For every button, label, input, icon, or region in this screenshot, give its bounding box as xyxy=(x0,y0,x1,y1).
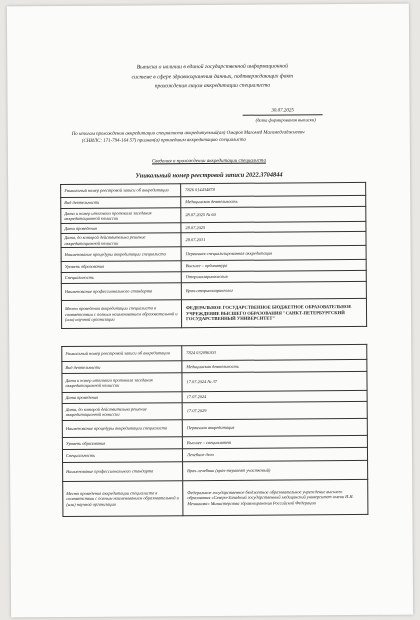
field-value: 28.07.2025 xyxy=(181,221,366,232)
field-value: Первичная специализированная аккредитация xyxy=(181,245,366,260)
field-value: Федеральное государственное бюджетное образовательное учреждение высшего образования «Северо-Западный государственный медицинский университет имени И.И. Мечникова» Министерства здравоохранения Российской Федерации xyxy=(183,479,368,515)
field-value: 17.07.2029 xyxy=(182,401,367,419)
field-label: Наименование процедуры аккредитации специалиста xyxy=(62,420,182,438)
field-label: Наименование процедуры аккредитации специалиста xyxy=(61,247,181,262)
registry-number: Уникальный номер реестровой записи 2022.3704844 xyxy=(135,171,283,180)
field-value: 7824 032096303 xyxy=(182,344,367,360)
field-value: Врач-оториноларинголог xyxy=(181,281,366,299)
table-row xyxy=(62,418,367,437)
field-value: Лечебное дело xyxy=(182,447,367,461)
field-label: Специальность xyxy=(61,272,181,284)
field-label: Дата и номер итогового протокола заседания аккредитационной комиссии xyxy=(62,373,182,393)
document-title xyxy=(67,62,357,93)
title-line-2: системе в сфере здравоохранения данных, подтверждающих факт xyxy=(131,72,294,81)
field-label: Дата и номер итогового протокола заседания аккредитационной комиссии xyxy=(61,208,181,224)
document-page xyxy=(7,4,413,618)
section-subtitle xyxy=(8,158,410,166)
field-label: Уникальный номер реестровой записи об аккредитации xyxy=(62,346,182,362)
field-value: Медицинская деятельность xyxy=(181,195,366,207)
table-row xyxy=(61,298,366,328)
table-row xyxy=(63,479,368,516)
basis-line-1: По итогам прохождения аккредитации специалиста аккредитуемый(ая) Омаров Магомед Магомедгаджиевич xyxy=(71,130,305,137)
title-line-1: Выписка о наличии в единой государственной информационной xyxy=(136,63,288,71)
table-row xyxy=(63,460,368,481)
field-label: Дата проведения xyxy=(61,223,181,234)
field-label: Дата, до которой действительна решение аккредитационной комиссии xyxy=(62,403,182,421)
basis-line-2: (СНИЛС: 171-794-164 57) признан(а) прошедшим аккредитацию специалиста xyxy=(81,137,246,144)
field-label: Вид деятельности xyxy=(62,361,182,374)
field-label: Место проведения аккредитации специалиста в соответствии с полным наименованием образовательной и (или) научной организации xyxy=(63,481,183,517)
field-value: 17.07.2024 xyxy=(182,390,367,402)
field-value: Высшее – специалитет xyxy=(182,435,367,448)
field-value: 17.07.2024 № 37 xyxy=(182,371,367,391)
issue-date-caption: (дата формирования выписки) xyxy=(255,117,316,123)
field-value: 7826 014434878 xyxy=(181,182,366,196)
table-row xyxy=(61,281,366,300)
field-label: Уровень образования xyxy=(62,437,182,450)
table-row xyxy=(62,371,367,392)
issue-date: 30.07.2025 xyxy=(243,108,323,116)
field-label: Дата, до которой действительна решение аккредитационной комиссии xyxy=(61,233,181,248)
accreditation-table-2 xyxy=(61,344,368,517)
field-value: Врач-лечебник (врач-терапевт участковый) xyxy=(183,460,368,480)
field-value: 28.07.2031 xyxy=(181,231,366,246)
field-label: Наименование профессионального стандарта xyxy=(61,283,181,301)
field-value: ФЕДЕРАЛЬНОЕ ГОСУДАРСТВЕННОЕ БЮДЖЕТНОЕ ОБРАЗОВАТЕЛЬНОЕ УЧРЕЖДЕНИЕ ВЫСШЕГО ОБРАЗОВАНИЯ "САНКТ-ПЕТЕРБУРГСКИЙ ГОСУДАРСТВЕННЫЙ УНИВЕРСИТЕТ" xyxy=(181,298,366,327)
field-label: Вид деятельности xyxy=(61,197,181,209)
field-value: Высшее – ординатура xyxy=(181,259,366,271)
accreditation-basis xyxy=(72,129,372,145)
field-label: Уникальный номер реестровой записи об аккредитации xyxy=(61,184,181,198)
field-label: Уровень образования xyxy=(61,261,181,273)
field-value: 28.07.2025 № 60 xyxy=(181,206,366,222)
subtitle-text: Сведения о прохождении аккредитации специалиста xyxy=(151,158,266,165)
table-row xyxy=(62,401,367,420)
field-label: Дата проведения xyxy=(62,392,182,404)
field-label: Место проведения аккредитации специалиста в соответствии с полным наименованием образовательной и (или) научной организации xyxy=(61,300,181,329)
field-label: Наименование профессионального стандарта xyxy=(63,462,183,482)
field-value: Первичная аккредитация xyxy=(182,418,367,436)
field-label: Специальность xyxy=(62,449,182,463)
accreditation-table-1 xyxy=(60,182,367,329)
field-value: Оториноларингология xyxy=(181,270,366,282)
title-line-3: прохождения лицом аккредитации специалиста xyxy=(154,82,271,90)
field-value: Медицинская деятельность xyxy=(182,359,367,372)
